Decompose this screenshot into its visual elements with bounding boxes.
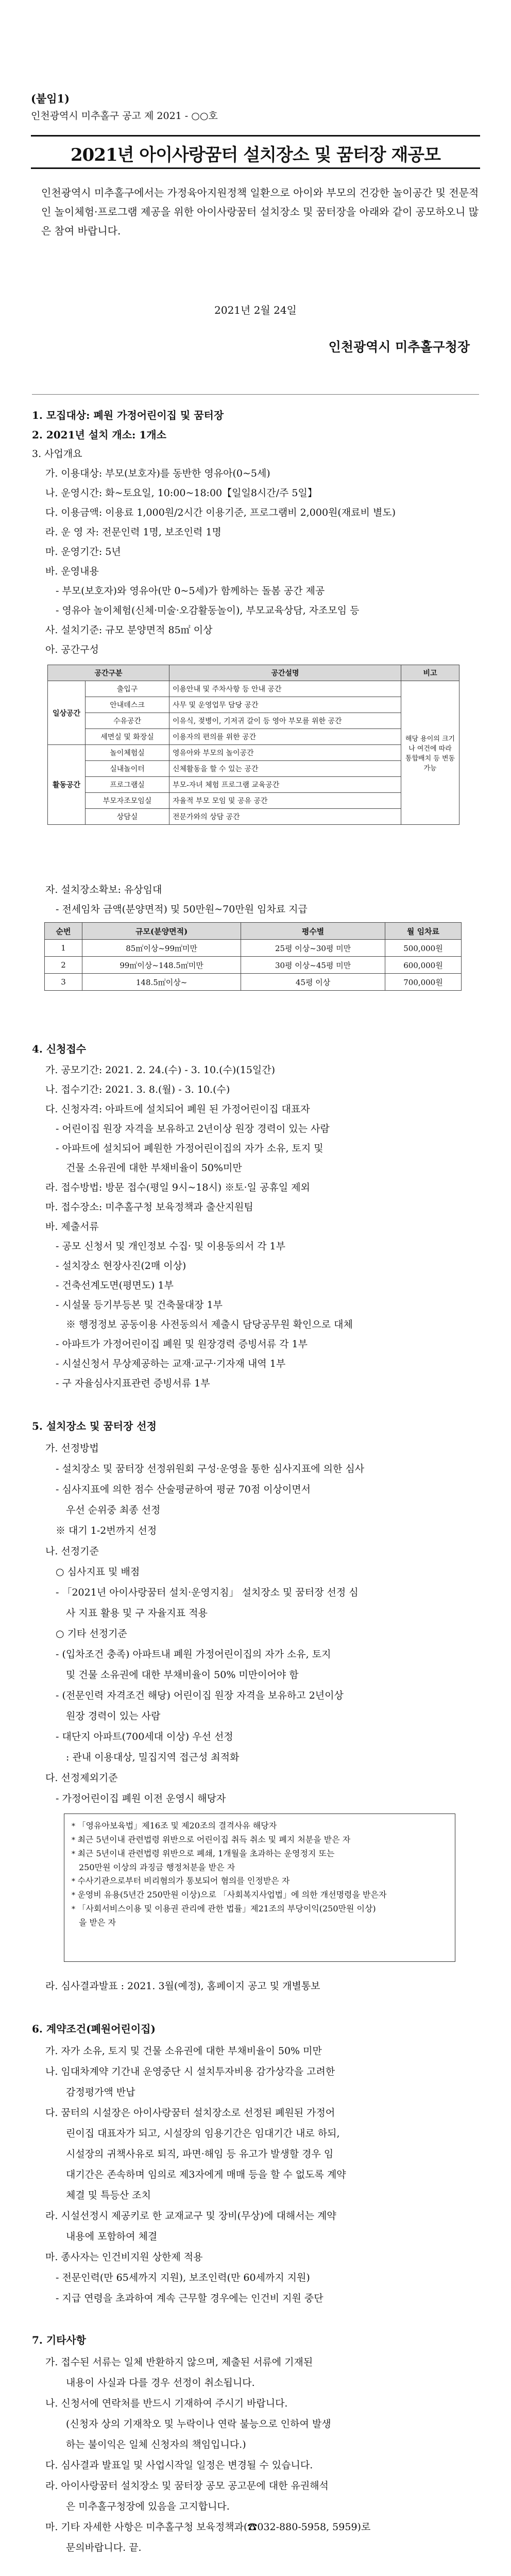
table-row xyxy=(48,793,459,809)
list-item: 체결 및 특등산 조치 xyxy=(66,2190,151,2201)
list-item: - 건축선계도면(평면도) 1부 xyxy=(56,1280,174,1291)
list-item: - 시설신청서 무상제공하는 교재·교구·기자재 내역 1부 xyxy=(56,1358,286,1369)
table-cell: 700,000원 xyxy=(385,974,461,991)
list-item: - 심사지표에 의한 점수 산술평균하여 평균 70점 이상이면서 xyxy=(56,1484,311,1495)
table-cell: 1 xyxy=(45,940,82,957)
notice-date: 2021년 2월 24일 xyxy=(214,304,297,316)
table-cell: 상담실 xyxy=(86,809,169,825)
space-composition-table xyxy=(47,665,459,825)
list-item: 바. 제출서류 xyxy=(45,1221,99,1232)
group-label: 일상공간 xyxy=(48,681,86,745)
list-item: ※ 행정정보 공동이용 사전동의서 제출시 담당공무원 확인으로 대체 xyxy=(66,1319,353,1330)
list-item: 원장 경력이 있는 사람 xyxy=(66,1710,161,1722)
table-cell: 25평 이상~30평 미만 xyxy=(241,940,385,957)
list-item: 나. 운영시간: 화~토요일, 10:00~18:00【일일8시간/주 5일】 xyxy=(45,487,317,499)
list-item: 나. 선정기준 xyxy=(45,1546,99,1557)
section-heading: 4. 신청접수 xyxy=(32,1043,87,1055)
table-row xyxy=(45,974,462,991)
table-cell: 전문가와의 상담 공간 xyxy=(169,809,401,825)
group-label: 활동공간 xyxy=(48,745,86,825)
list-item: - 구 자율심사지표관련 증빙서류 1부 xyxy=(56,1378,210,1389)
list-item: - (전문인력 자격조건 해당) 어린이집 원장 자격을 보유하고 2년이상 xyxy=(56,1690,344,1701)
box-line: * 최근 5년이내 관련법령 위반으로 어린이집 취득 취소 및 폐지 처분을 받은 자 xyxy=(72,1835,351,1844)
list-item: 마. 기타 자세한 사항은 미추홀구청 보육정책과(☎032-880-5958, 5959)로 xyxy=(45,2521,371,2533)
table-cell: 500,000원 xyxy=(385,940,461,957)
table-row xyxy=(48,809,459,825)
list-item: 나. 접수기간: 2021. 3. 8.(월) - 3. 10.(수) xyxy=(45,1084,230,1095)
table-row xyxy=(48,745,459,761)
box-line: * 운영비 유용(5년간 250만원 이상)으로 「사회복지사업법」에 의한 개선명령을 받은자 xyxy=(72,1890,387,1900)
table-cell: 이용자의 편의를 위한 공간 xyxy=(169,729,401,745)
divider xyxy=(32,394,479,395)
box-line: * 「영유아보육법」제16조 및 제20조의 결격사유 해당자 xyxy=(72,1821,277,1831)
list-item: 자. 설치장소확보: 유상임대 xyxy=(45,884,162,895)
list-item: 은 미추홀구청장에 있음을 고지합니다. xyxy=(66,2501,230,2512)
table-row xyxy=(48,697,459,713)
table-cell: 세면실 및 화장실 xyxy=(86,729,169,745)
list-item: 마. 접수장소: 미추홀구청 보육정책과 출산지원팀 xyxy=(45,1201,253,1213)
table-cell: 프로그램실 xyxy=(86,777,169,793)
list-item: 다. 심사결과 발표일 및 사업시작일 일정은 변경될 수 있습니다. xyxy=(45,2460,313,2471)
title-box xyxy=(31,135,480,169)
table-cell: 2 xyxy=(45,957,82,974)
box-line: 을 받은 자 xyxy=(79,1918,116,1927)
list-item: - 설치장소 및 꿈터장 선정위원회 구성·운영을 통한 심사지표에 의한 심사 xyxy=(56,1463,365,1475)
section-heading: 5. 설치장소 및 꿈터장 선정 xyxy=(32,1420,157,1432)
table-row xyxy=(48,681,459,697)
table-cell: 사무 및 운영업무 담당 공간 xyxy=(169,697,401,713)
list-item: 가. 접수된 서류는 일체 반환하지 않으며, 제출된 서류에 기재된 xyxy=(45,2357,313,2368)
annex-label: (붙임1) xyxy=(31,92,70,105)
table-header-row xyxy=(48,665,459,681)
table-cell: 이용안내 및 주차사항 등 안내 공간 xyxy=(169,681,401,697)
list-item: 라. 아이사랑꿈터 설치장소 및 꿈터장 공모 공고문에 대한 유권해석 xyxy=(45,2480,329,2492)
list-item: 대기간은 존속하며 임의로 제3자에게 매매 등을 할 수 없도록 계약 xyxy=(66,2169,346,2180)
notice-number: 인천광역시 미추홀구 공고 제 2021 - ○○호 xyxy=(31,110,218,122)
list-item: - 전세임차 금액(분양면적) 및 50만원~70만원 임차료 지급 xyxy=(56,904,308,915)
list-item: 감정평가액 반납 xyxy=(66,2087,135,2098)
intro-paragraph: 인천광역시 미추홀구에서는 가정육아지원정책 일환으로 아이와 부모의 건강한 놀이공간 및 전문적인 놀이체험·프로그램 제공을 위한 아이사랑꿈터 설치장소 및 꿈터장을 아래와 같이 공모하오니 많은 참여 바랍니다. xyxy=(41,187,479,237)
table-cell: 45평 이상 xyxy=(241,974,385,991)
list-item: 나. 임대차계약 기간내 운영중단 시 설치투자비용 감가상각을 고려한 xyxy=(45,2066,335,2077)
table-cell: 85㎡이상~99㎡미만 xyxy=(82,940,241,957)
list-item: - 어린이집 원장 자격을 보유하고 2년이상 원장 경력이 있는 사람 xyxy=(56,1123,330,1134)
list-item: - 가정어린이집 폐원 이전 운영시 해당자 xyxy=(56,1793,226,1804)
list-item: 가. 공모기간: 2021. 2. 24.(수) - 3. 10.(수)(15일간) xyxy=(45,1064,276,1076)
list-item: 가. 자가 소유, 토지 및 건물 소유권에 대한 부채비율이 50% 미만 xyxy=(45,2045,322,2057)
list-item: 사 지표 활용 및 구 자율지표 적용 xyxy=(66,1607,208,1619)
table-cell: 부모-자녀 체험 프로그램 교육공간 xyxy=(169,777,401,793)
list-item: - (입차조건 충족) 아파트내 폐원 가정어린이집의 자가 소유, 토지 xyxy=(56,1649,331,1660)
list-item: 아. 공간구성 xyxy=(45,644,99,655)
list-item: 라. 접수방법: 방문 접수(평일 9시~18시) ※토·일 공휴일 제외 xyxy=(45,1182,310,1193)
box-line: 250만원 이상의 과징금 행정처분을 받은 자 xyxy=(79,1862,235,1872)
section-heading: 7. 기타사항 xyxy=(32,2334,87,2346)
list-item: - 공모 신청서 및 개인정보 수집· 및 이용동의서 각 1부 xyxy=(56,1241,285,1252)
table-row xyxy=(48,761,459,777)
list-item: 우선 순위중 최종 선정 xyxy=(66,1504,161,1516)
list-item: ○ 기타 선정기준 xyxy=(56,1628,127,1639)
list-item: - 아파트가 가정어린이집 폐원 및 원장경력 증빙서류 각 1부 xyxy=(56,1338,308,1350)
table-cell: 30평 이상~45평 미만 xyxy=(241,957,385,974)
list-item: - 대단지 아파트(700세대 이상) 우선 선정 xyxy=(56,1731,233,1742)
list-item: ○ 심사지표 및 배점 xyxy=(56,1566,140,1578)
table-cell: 영유아와 부모의 놀이공간 xyxy=(169,745,401,761)
list-item: 다. 꿈터의 시설장은 아이사랑꿈터 설치장소로 선정된 폐원된 가정어 xyxy=(45,2107,335,2119)
list-item: : 관내 이용대상, 밀집지역 접근성 최적화 xyxy=(66,1752,240,1763)
list-item: - 영유아 놀이체험(신체·미술·오감활동놀이), 부모교육상담, 자조모임 등 xyxy=(56,605,360,616)
list-item: 건물 소유권에 대한 부채비율이 50%미만 xyxy=(66,1162,242,1174)
table-row xyxy=(45,957,462,974)
table-header: 평수별 xyxy=(241,923,385,940)
list-item: 내용이 사실과 다를 경우 선정이 취소됩니다. xyxy=(66,2377,255,2388)
list-item: 하는 불이익은 일체 신청자의 책임입니다.) xyxy=(66,2439,246,2450)
list-item: ※ 대기 1-2번까지 선정 xyxy=(56,1525,157,1536)
list-item: - 지급 연령을 초과하여 계속 근무할 경우에는 인건비 지원 중단 xyxy=(56,2293,323,2304)
table-cell: 3 xyxy=(45,974,82,991)
list-item: 가. 선정방법 xyxy=(45,1443,99,1454)
section-heading: 2. 2021년 설치 개소: 1개소 xyxy=(32,429,166,441)
list-item: 사. 설치기준: 규모 분양면적 85㎡ 이상 xyxy=(45,624,213,636)
list-item: - 시설물 등기부등본 및 건축물대장 1부 xyxy=(56,1299,223,1311)
issuer-signature: 인천광역시 미추홀구청장 xyxy=(328,340,470,354)
table-cell: 수유공간 xyxy=(86,713,169,729)
table-header: 순번 xyxy=(45,923,82,940)
exclusion-criteria-box xyxy=(64,1814,455,1962)
table-cell: 놀이체험실 xyxy=(86,745,169,761)
table-cell: 출입구 xyxy=(86,681,169,697)
table-cell: 부모자조모임실 xyxy=(86,793,169,809)
rent-table xyxy=(44,922,462,991)
table-cell: 99㎡이상~148.5㎡미만 xyxy=(82,957,241,974)
table-header: 공간구분 xyxy=(48,665,169,681)
list-item: 라. 심사결과발표 : 2021. 3월(예정), 홈페이지 공고 및 개별통보 xyxy=(45,1980,320,1992)
table-cell: 안내데스크 xyxy=(86,697,169,713)
list-item: 가. 이용대상: 부모(보호자)를 동반한 영유아(0~5세) xyxy=(45,468,270,479)
box-line: * 수사기관으로부터 비리혐의가 통보되어 혐의를 인정받은 자 xyxy=(72,1876,290,1886)
list-item: 라. 시설선정시 제공키로 한 교재교구 및 장비(무상)에 대해서는 계약 xyxy=(45,2210,336,2222)
list-item: 린이집 대표자가 되고, 시설장의 임용기간은 임대기간 내로 하되, xyxy=(66,2128,340,2139)
table-header: 규모(분양면적) xyxy=(82,923,241,940)
list-item: 다. 선정제외기준 xyxy=(45,1772,118,1784)
list-item: 시설장의 귀책사유로 퇴직, 파면·해임 등 유고가 발생할 경우 임 xyxy=(66,2148,334,2160)
table-cell: 600,000원 xyxy=(385,957,461,974)
table-row xyxy=(48,729,459,745)
list-item: (신청자 상의 기재착오 및 누락이나 연락 불능으로 인하여 발생 xyxy=(66,2418,331,2430)
list-item: 마. 종사자는 인건비지원 상한제 적용 xyxy=(45,2251,203,2263)
list-item: 내용에 포함하여 체결 xyxy=(66,2231,158,2242)
table-cell: 실내놀이터 xyxy=(86,761,169,777)
section-heading: 1. 모집대상: 폐원 가정어린이집 및 꿈터장 xyxy=(32,409,224,421)
list-item: - 아파트에 설치되어 폐원한 가정어린이집의 자가 소유, 토지 및 xyxy=(56,1143,323,1154)
table-cell: 자율적 부모 모임 및 공유 공간 xyxy=(169,793,401,809)
table-row xyxy=(48,713,459,729)
box-line: * 최근 5년이내 관련법령 위반으로 폐쇄, 1개월을 초과하는 운영정지 또는 xyxy=(72,1849,335,1858)
table-note: 해당 용이의 크기나 여건에 따라 통합배치 등 변동 가능 xyxy=(401,681,459,825)
list-item: - 「2021년 아이사랑꿈터 설치·운영지침」 설치장소 및 꿈터장 선정 심 xyxy=(56,1587,359,1598)
list-item: 바. 운영내용 xyxy=(45,566,99,577)
table-cell: 148.5㎡이상~ xyxy=(82,974,241,991)
list-item: 다. 신청자격: 아파트에 설치되어 폐원 된 가정어린이집 대표자 xyxy=(45,1104,310,1115)
section-heading: 6. 계약조건(폐원어린이집) xyxy=(32,2023,156,2035)
table-row xyxy=(45,940,462,957)
table-header: 월 임차료 xyxy=(385,923,461,940)
table-cell: 이유식, 젖병이, 기저귀 갈이 등 영아 부모를 위한 공간 xyxy=(169,713,401,729)
list-item: 문의바랍니다. 끝. xyxy=(66,2542,142,2553)
list-item: - 부모(보호자)와 영유아(만 0~5세)가 함께하는 돌봄 공간 제공 xyxy=(56,585,325,597)
table-row xyxy=(48,777,459,793)
table-header: 공간설명 xyxy=(169,665,401,681)
list-item: 나. 신청서에 연락처를 반드시 기재하여 주시기 바랍니다. xyxy=(45,2398,288,2409)
list-item: 마. 운영기간: 5년 xyxy=(45,546,121,557)
table-header-row xyxy=(45,923,462,940)
table-header: 비고 xyxy=(401,665,459,681)
list-item: 다. 이용금액: 이용료 1,000원/2시간 이용기준, 프로그램비 2,000원(재료비 별도) xyxy=(45,507,396,518)
list-item: 및 건물 소유권에 대한 부채비율이 50% 미만이어야 함 xyxy=(66,1669,299,1681)
list-item: 라. 운 영 자: 전문인력 1명, 보조인력 1명 xyxy=(45,527,222,538)
box-line: * 「사회서비스이용 및 이용권 관리에 관한 법률」제21조의 부당이익(250만원 이상) xyxy=(72,1904,376,1913)
list-item: - 전문인력(만 65세까지 지원), 보조인력(만 60세까지 지원) xyxy=(56,2272,310,2283)
document-title: 2021년 아이사랑꿈터 설치장소 및 꿈터장 재공모 xyxy=(70,145,440,165)
table-cell: 신체활동을 할 수 있는 공간 xyxy=(169,761,401,777)
list-item: - 설치장소 현장사진(2매 이상) xyxy=(56,1260,186,1272)
section-heading: 3. 사업개요 xyxy=(32,448,82,460)
